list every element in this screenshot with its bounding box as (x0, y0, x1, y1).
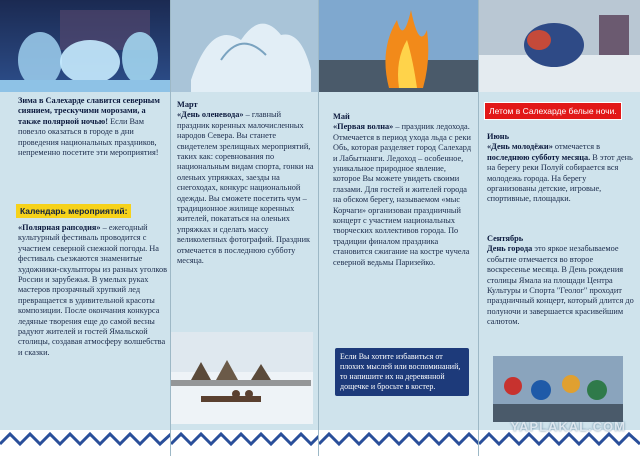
reindeer-sled-photo (171, 332, 313, 424)
september-block (487, 234, 637, 328)
youth-day-text1: отмечается в (552, 142, 601, 152)
panel-may (319, 0, 479, 456)
panel-summer (479, 0, 640, 456)
youth-day-bold: последнюю субботу месяца. (487, 152, 591, 162)
reindeer-day-title: «День оленевода» (177, 110, 244, 120)
polar-rhapsody-text: – ежегодный культурный фестиваль проводится с участием северной снежной погоды. На фестиваль съезжаются знаменитые художники-скульпторы из разных уголков России и зарубежья. В умелых руках мастеров прозрачный хрупкий лед превращается в удивительной красоты композиции. После окончания конкурса ледяные творения еще до самой весны радуют жителей и гостей Ямальской столицы, создавая атмосферу волшебства и сказки. (18, 223, 168, 357)
ice-sculpture-photo (0, 0, 171, 92)
panel-winter (0, 0, 171, 456)
ornament-border (171, 430, 319, 456)
bonfire-tip-note: Если Вы хотите избавиться от плохих мыслей или воспоминаний, то напишите их на деревянной дощечке и бросьте в костер. (335, 348, 469, 396)
first-wave-title: «Первая волна» (333, 122, 394, 132)
youth-day-title: «День молодёжи» (487, 142, 553, 152)
wrestling-image (479, 0, 640, 92)
ice-figure-image (171, 0, 319, 92)
ice-figure-photo (171, 0, 319, 92)
ice-sculpture-image (0, 0, 171, 92)
polar-rhapsody-title: «Полярная рапсодия» (18, 223, 101, 232)
may-month: Май (333, 112, 350, 121)
calendar-label: Календарь мероприятий: (16, 204, 131, 218)
city-day-image (493, 356, 623, 422)
march-block (177, 100, 315, 267)
june-block (487, 132, 637, 205)
winter-intro-bold: Зима в Салехарде славится северным сиянием, трескучими морозами, а также полярной ночью! (18, 96, 160, 126)
bonfire-photo (319, 0, 479, 92)
may-block (333, 112, 475, 268)
reindeer-sled-image (171, 332, 313, 424)
youth-day-text2: В этот день на берегу реки Полуй собирается вся молодежь города. На берегу организованы детские, игровые, спортивные, площадки. (487, 152, 633, 204)
september-month: Сентябрь (487, 234, 524, 243)
bonfire-image (319, 0, 479, 92)
polar-rhapsody-block (18, 223, 168, 358)
march-month: Март (177, 100, 198, 109)
winter-intro-text: Если Вам повезло оказаться в городе в дни проведения национальных праздников, непременно посетите эти мероприятия! (18, 116, 159, 158)
wrestling-photo (479, 0, 640, 92)
reindeer-day-text: – главный праздник коренных малочисленных народов Севера. Вы станете свидетелем зрелищных мероприятий, таких как: соревнования по национальным видам спорта, гонки на оленьих упряжках, заезды на снегоходах, конкурс национальной одежды. Вы сможете посетить чум – традиционное жилище коренных жителей, покататься на оленьих упряжках и сделать массу великолепных фотографий. Праздник отмечается в последнюю субботу месяца. (177, 110, 314, 266)
city-day-photo (493, 356, 623, 422)
first-wave-text: – праздник ледохода. Отмечается в период ухода льда с реки Обь, которая разделяет город Салехард и Лабытнанги. Ледоход – особенное, уникальное природное явление, которое Вы можете увидеть своими глазами. Для гостей и жителей города на обском берегу, называемом «мыс Корчаги» организован праздничный концерт с участием национальных творческих коллективов города. По традиции финалом праздника становится сжигание на костре чучела северной ведьмы Паризейко. (333, 122, 472, 267)
winter-intro (18, 96, 168, 158)
ornament-border (319, 430, 479, 456)
watermark: YAPLAKAL.COM (510, 419, 626, 434)
ornament-border (0, 430, 171, 456)
city-day-text: это яркое незабываемое событие отмечается во второе воскресенье месяца. В День рождения столицы Ямала на площади Центра Культуры и Спорта "Геолог" проходит праздничный концерт, который длится до полуночи и завершается красивейшим салютом. (487, 244, 634, 327)
panel-march (171, 0, 319, 456)
white-nights-banner: Летом в Салехарде белые ночи. (485, 103, 621, 119)
june-month: Июнь (487, 132, 509, 141)
city-day-title: День города (487, 244, 533, 254)
